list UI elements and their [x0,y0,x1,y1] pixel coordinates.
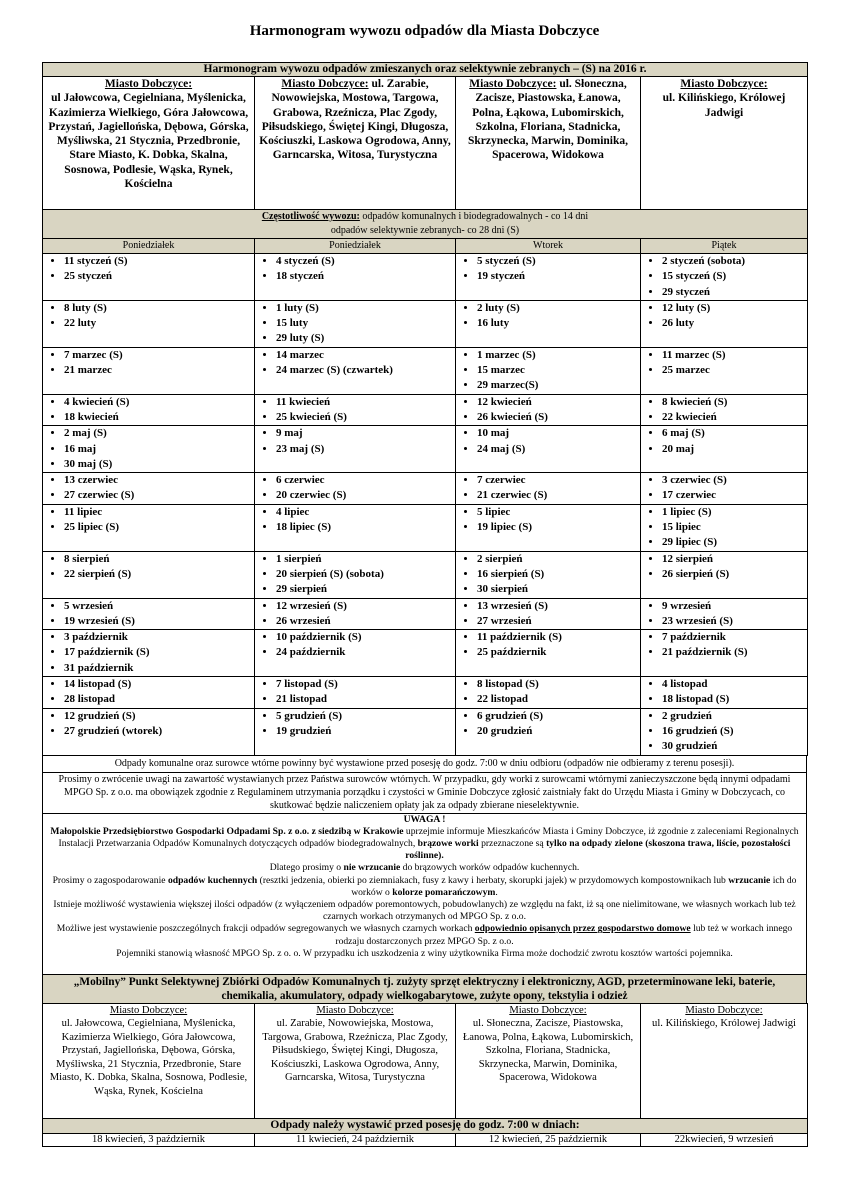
collection-date: • 1 sierpień [276,552,452,567]
uwaga-text: Pojemniki stanowią własność MPGO Sp. z o. o. W przypadku ich uszkodzenia z winy użytkownika Firma może dochodzić zwrotu kosztów wartości pojemnika. [116,947,733,959]
district-2 [255,77,456,210]
collection-date: • 10 październik (S) [276,630,452,645]
collection-date: • 22 listopad [477,692,637,707]
schedule-cell [641,473,808,505]
uwaga-text: Prosimy o zagospodarowanie [52,874,168,886]
district-heading: Miasto Dobczyce: [316,1004,394,1016]
uwaga-text: . [495,886,498,898]
schedule-cell [641,708,808,755]
date-list [459,348,637,394]
collection-date: • 18 kwiecień [64,410,251,425]
collection-date: • 8 kwiecień (S) [662,395,804,410]
collection-date: • 16 sierpień (S) [477,567,637,582]
frequency-line-1: odpadów komunalnych i biodegradowalnych - co 14 dni [359,211,589,222]
schedule-cell [641,426,808,473]
collection-date: • 29 luty (S) [276,331,452,346]
uwaga-emphasis: wrzucanie [728,874,771,886]
date-list [258,348,452,379]
schedule-cell [641,598,808,630]
date-list [459,630,637,661]
schedule-cell [43,598,255,630]
date-list [46,677,251,708]
collection-date: • 17 czerwiec [662,488,804,503]
collection-date: • 16 maj [64,442,251,457]
collection-date: • 4 lipiec [276,505,452,520]
day-header: Piątek [641,239,808,254]
mobile-dates-row [43,1133,808,1146]
collection-date: • 7 marzec (S) [64,348,251,363]
collection-date: • 5 grudzień (S) [276,709,452,724]
schedule-row [43,254,808,301]
date-list [459,599,637,630]
district-heading: Miasto Dobczyce: [509,1004,587,1016]
date-list [46,254,251,285]
schedule-cell [43,347,255,394]
collection-date: • 25 styczeń [64,269,251,284]
day-header: Wtorek [456,239,641,254]
district-heading: Miasto Dobczyce: [680,78,768,90]
schedule-cell [43,677,255,709]
schedule-cell [255,300,456,347]
collection-date: • 22 luty [64,316,251,331]
collection-date: • 19 wrzesień (S) [64,614,251,629]
schedule-cell [255,394,456,426]
schedule-cell [255,551,456,598]
schedule-cell [43,300,255,347]
date-list [644,599,804,630]
mobile-point-name: „Mobilny” Punkt Selektywnej Zbiórki Odpadów Komunalnych [73,975,381,988]
collection-date: • 29 lipiec (S) [662,535,804,550]
collection-date: • 25 październik [477,645,637,660]
collection-date: • 9 wrzesień [662,599,804,614]
collection-date: • 22 sierpień (S) [64,567,251,582]
frequency-row [43,210,808,239]
section-header-row [43,63,808,77]
schedule-cell [456,347,641,394]
collection-date: • 15 styczeń (S) [662,269,804,284]
collection-date: • 23 wrzesień (S) [662,614,804,629]
collection-date: • 24 marzec (S) (czwartek) [276,363,452,378]
collection-date: • 14 marzec [276,348,452,363]
collection-date: • 5 styczeń (S) [477,254,637,269]
collection-date: • 13 wrzesień (S) [477,599,637,614]
collection-date: • 26 luty [662,316,804,331]
collection-date: • 19 lipiec (S) [477,520,637,535]
schedule-cell [641,254,808,301]
uwaga-text: uprzejmie informuje Mieszkańców Miasta i Gminy Dobczyce, iż zgodnie z zaleceniami Regionalnych Instalacji Przetwarzania Odpadów Komunalnych dotyczących odpadów biodegradowalnych, [58,825,799,849]
mobile-dates: 22kwiecień, 9 wrzesień [641,1133,808,1146]
uwaga-company: Małopolskie Przedsiębiorstwo Gospodarki Odpadami Sp. z o.o. z siedzibą w Krakowie [50,825,404,837]
schedule-cell [255,426,456,473]
schedule-cell [641,504,808,551]
collection-date: • 27 wrzesień [477,614,637,629]
collection-date: • 7 październik [662,630,804,645]
collection-date: • 10 maj [477,426,637,441]
schedule-cell [43,504,255,551]
date-list [258,426,452,457]
date-list [644,552,804,583]
collection-date: • 12 grudzień (S) [64,709,251,724]
schedule-cell [641,630,808,677]
date-list [644,426,804,457]
mobile-district-2 [255,1003,456,1118]
schedule-cell [43,551,255,598]
schedule-cell [456,394,641,426]
collection-date: • 20 sierpień (S) (sobota) [276,567,452,582]
date-list [459,473,637,504]
deadline-row [43,1118,808,1133]
mobile-dates: 11 kwiecień, 24 październik [255,1133,456,1146]
collection-date: • 2 maj (S) [64,426,251,441]
schedule-row [43,426,808,473]
uwaga-text: lub też w workach innego rodzaju dostarczonych przez MPGO Sp. z o.o. [335,923,793,947]
date-list [644,254,804,300]
collection-date: • 6 grudzień (S) [477,709,637,724]
schedule-cell [255,630,456,677]
collection-date: • 2 grudzień [662,709,804,724]
uwaga-emphasis: brązowe worki [417,837,479,849]
uwaga-title: UWAGA ! [403,813,446,825]
schedule-cell [641,394,808,426]
date-list [46,505,251,536]
mobile-dates: 12 kwiecień, 25 październik [456,1133,641,1146]
date-list [459,426,637,457]
collection-date: • 27 czerwiec (S) [64,488,251,503]
schedule-cell [641,677,808,709]
collection-date: • 28 listopad [64,692,251,707]
schedule-row [43,598,808,630]
schedule-row [43,347,808,394]
note-pickup-time: Odpady komunalne oraz surowce wtórne powinny być wystawione przed posesję do godz. 7:00 w dniu odbioru (odpadów nie odbieramy z terenu posesji). [43,755,807,772]
collection-date: • 3 październik [64,630,251,645]
document-title: Harmonogram wywozu odpadów dla Miasta Dobczyce [249,23,600,39]
collection-date: • 12 luty (S) [662,301,804,316]
uwaga-text: do brązowych worków odpadów kuchennych. [400,862,580,874]
uwaga-text: (resztki jedzenia, obierki po ziemniakach, fusy z kawy i herbaty, skorupki jajek) w przydomowych kompostownikach lub [257,874,729,886]
section-title: Harmonogram wywozu odpadów zmieszanych oraz selektywnie zebranych – (S) na 2016 r. [43,63,808,77]
district-streets: ul. Kilińskiego, Królowej Jadwigi [662,92,786,119]
schedule-cell [456,426,641,473]
date-list [258,395,452,426]
district-heading: Miasto Dobczyce: [109,1004,188,1016]
date-list [46,709,251,740]
uwaga-text: Istnieje możliwość wystawienia większej ilości odpadów (z wyłączeniem odpadów poremontowych, pobudowlanych) ze względu na fakt, iż są one nielimitowane, we własnych workach lub też czarnych workach otrzymanych od MPGO Sp. z o.o. [53,898,796,923]
collection-date: • 11 lipiec [64,505,251,520]
mobile-district-row [43,1003,808,1118]
frequency-label: Częstotliwość wywozu: [261,211,360,222]
date-list [258,630,452,661]
collection-date: • 17 październik (S) [64,645,251,660]
district-1 [43,77,255,210]
schedule-cell [456,300,641,347]
schedule-cell [43,426,255,473]
uwaga-text: przeznaczone są [478,837,547,849]
schedule-cell [43,394,255,426]
schedule-cell [456,708,641,755]
collection-date: • 21 marzec [64,363,251,378]
schedule-cell [456,504,641,551]
schedule-row [43,551,808,598]
schedule-row [43,300,808,347]
date-list [46,426,251,472]
date-list [258,505,452,536]
collection-date: • 7 czerwiec [477,473,637,488]
uwaga-text: Dlatego prosimy o [269,862,344,874]
schedule-cell [43,254,255,301]
date-list [459,301,637,332]
uwaga-text: Możliwe jest wystawienie poszczególnych frakcji odpadów segregowanych we własnych czarnych workach [56,923,475,935]
collection-date: • 12 wrzesień (S) [276,599,452,614]
district-heading: Miasto Dobczyce: [281,78,369,90]
mobile-district-3 [456,1003,641,1118]
collection-date: • 31 październik [64,661,251,676]
collection-date: • 1 luty (S) [276,301,452,316]
date-list [46,599,251,630]
collection-date: • 3 czerwiec (S) [662,473,804,488]
collection-date: • 11 kwiecień [276,395,452,410]
collection-date: • 27 grudzień (wtorek) [64,724,251,739]
schedule-cell [456,551,641,598]
district-streets: ul. Zarabie, Nowowiejska, Mostowa, Targowa, Grabowa, Rzeźnicza, Plac Zgody, Piłsudskiego, Świętej Kingi, Długosza, Kościuszki, Laskowa Ogrodowa, Anny, Garncarska, Witosa, Turystyczna [259,78,451,162]
day-header-row [43,239,808,254]
collection-date: • 24 maj (S) [477,442,637,457]
notes-table [42,755,807,1004]
collection-date: • 13 czerwiec [64,473,251,488]
collection-date: • 30 grudzień [662,739,804,754]
collection-date: • 14 listopad (S) [64,677,251,692]
schedule-cell [255,677,456,709]
mobile-dates: 18 kwiecień, 3 październik [43,1133,255,1146]
schedule-cell [43,708,255,755]
collection-date: • 12 kwiecień [477,395,637,410]
schedule-cell [255,708,456,755]
collection-date: • 29 marzec(S) [477,378,637,393]
date-list [46,473,251,504]
collection-date: • 29 sierpień [276,582,452,597]
date-list [46,301,251,332]
collection-date: • 25 marzec [662,363,804,378]
collection-date: • 9 maj [276,426,452,441]
schedule-cell [456,630,641,677]
district-streets: ul. Słoneczna, Zacisze, Piastowska, Łanowa, Polna, Łąkowa, Lubomirskich, Szkolna, Floriana, Stadnicka, Skrzynecka, Marwin, Dominika, Spacerowa, Widokowa [467,78,629,162]
collection-date: • 23 maj (S) [276,442,452,457]
district-streets: ul. Kilińskiego, Królowej Jadwigi [652,1018,796,1030]
date-list [644,301,804,332]
schedule-row [43,504,808,551]
collection-date: • 20 grudzień [477,724,637,739]
collection-date: • 5 wrzesień [64,599,251,614]
collection-date: • 25 kwiecień (S) [276,410,452,425]
collection-date: • 18 styczeń [276,269,452,284]
collection-date: • 11 styczeń (S) [64,254,251,269]
collection-date: • 15 lipiec [662,520,804,535]
district-streets: ul. Jałowcowa, Cegielniana, Myślenicka, Kazimierza Wielkiego, Góra Jałowcowa, Przystań, Jagiellońska, Dębowa, Górska, Myśliwska, 21 Stycznia, Przedbronie, Stare Miasto, K. Dobka, Skalna, Sosnowa, Podlesie, Wąska, Rynek, Kościelna [49,1018,248,1098]
date-list [644,630,804,661]
date-list [258,473,452,504]
collection-date: • 26 sierpień (S) [662,567,804,582]
date-list [459,254,637,285]
frequency-line-2: odpadów selektywnie zebranych- co 28 dni (S) [330,225,520,236]
date-list [258,552,452,598]
collection-date: • 1 lipiec (S) [662,505,804,520]
collection-date: • 12 sierpień [662,552,804,567]
collection-date: • 6 czerwiec [276,473,452,488]
schedule-row [43,630,808,677]
date-list [459,505,637,536]
district-heading: Miasto Dobczyce: [685,1004,763,1016]
schedule-cell [456,598,641,630]
collection-date: • 4 styczeń (S) [276,254,452,269]
uwaga-text: ich do worków o [351,874,797,898]
date-list [459,552,637,598]
date-list [644,348,804,379]
date-list [46,395,251,426]
schedule-cell [43,630,255,677]
collection-date: • 5 lipiec [477,505,637,520]
district-streets: ul. Słoneczna, Zacisze, Piastowska, Łanowa, Polna, Łąkowa, Lubomirskich, Szkolna, Floriana, Stadnicka, Skrzynecka, Marwin, Dominika, Spacerowa, Widokowa [462,1018,634,1084]
date-list [644,709,804,755]
district-heading: Miasto Dobczyce: [469,78,557,90]
date-list [644,473,804,504]
date-list [258,599,452,630]
uwaga-emphasis: odpowiednio opisanych przez gospodarstwo domowe [474,923,691,935]
collection-date: • 8 sierpień [64,552,251,567]
uwaga-emphasis: nie wrzucanie [343,862,401,874]
schedule-cell [641,551,808,598]
schedule-row [43,394,808,426]
day-header: Poniedziałek [43,239,255,254]
collection-date: • 18 lipiec (S) [276,520,452,535]
collection-date: • 30 maj (S) [64,457,251,472]
collection-date: • 4 listopad [662,677,804,692]
collection-date: • 16 luty [477,316,637,331]
collection-date: • 19 styczeń [477,269,637,284]
collection-date: • 24 październik [276,645,452,660]
date-list [258,254,452,285]
schedule-cell [641,347,808,394]
mobile-point-title [43,974,807,1003]
date-list [644,677,804,708]
collection-date: • 8 luty (S) [64,301,251,316]
collection-date: • 2 luty (S) [477,301,637,316]
date-list [46,552,251,583]
uwaga-emphasis: tylko na odpady zielone (skoszona trawa, liście, pozostałości roślinne). [405,837,791,862]
schedule-cell [255,598,456,630]
collection-date: • 21 październik (S) [662,645,804,660]
uwaga-emphasis: kolorze pomarańczowym [392,886,496,898]
collection-date: • 4 kwiecień (S) [64,395,251,410]
uwaga-emphasis: odpadów kuchennych [167,874,258,886]
date-list [258,301,452,347]
schedule-row [43,473,808,505]
collection-date: • 1 marzec (S) [477,348,637,363]
note-bag-contents: Prosimy o zwrócenie uwagi na zawartość wystawianych przez Państwa surowców wtórnych. W przypadku, gdy worki z surowcami wtórnymi zanieczyszczone będą innymi odpadami MPGO Sp. z o.o. ma obowiązek zgodnie z Regulaminem utrzymania porządku i czystości w Gminie Dobczyce zgłosić zaistniały fakt do Urzędu Miasta i Gminy w Dobczycach, co skutkować będzie naliczeniem opłaty jak za odpady zbierane nieselektywnie. [43,772,807,813]
mobile-point-table [42,1003,808,1147]
date-list [459,677,637,708]
schedule-cell [255,254,456,301]
schedule-cell [255,347,456,394]
frequency-cell [43,210,808,239]
collection-date: • 15 luty [276,316,452,331]
collection-date: • 11 październik (S) [477,630,637,645]
collection-date: • 26 kwiecień (S) [477,410,637,425]
date-list [46,348,251,379]
collection-date: • 8 listopad (S) [477,677,637,692]
collection-date: • 20 czerwiec (S) [276,488,452,503]
collection-date: • 2 styczeń (sobota) [662,254,804,269]
mobile-district-1 [43,1003,255,1118]
district-streets: ul. Zarabie, Nowowiejska, Mostowa, Targowa, Grabowa, Rzeźnicza, Plac Zgody, Piłsudskiego, Świętej Kingi, Długosza, Kościuszki, Laskowa Ogrodowa, Anny, Garncarska, Witosa, Turystyczna [262,1018,448,1084]
collection-date: • 18 listopad (S) [662,692,804,707]
date-list [644,395,804,426]
schedule-row [43,677,808,709]
collection-date: • 15 marzec [477,363,637,378]
collection-date: • 25 lipiec (S) [64,520,251,535]
collection-date: • 16 grudzień (S) [662,724,804,739]
date-list [644,505,804,551]
date-list [46,630,251,676]
collection-date: • 21 czerwiec (S) [477,488,637,503]
schedule-table [42,62,808,756]
district-row [43,77,808,210]
collection-date: • 21 listopad [276,692,452,707]
uwaga-notice [43,813,807,974]
collection-date: • 19 grudzień [276,724,452,739]
schedule-cell [456,677,641,709]
date-list [459,709,637,740]
date-list [459,395,637,426]
date-list [258,709,452,740]
collection-date: • 30 sierpień [477,582,637,597]
district-3 [456,77,641,210]
schedule-cell [255,504,456,551]
collection-date: • 29 styczeń [662,285,804,300]
schedule-cell [43,473,255,505]
collection-date: • 2 sierpień [477,552,637,567]
schedule-cell [456,473,641,505]
district-streets: ul Jałowcowa, Cegielniana, Myślenicka, Kazimierza Wielkiego, Góra Jałowcowa, Przystań, Jagiellońska, Dębowa, Górska, Myśliwska, 21 Stycznia, Przedbronie, Stare Miasto, K. Dobka, Skalna, Sosnowa, Podlesie, Wąska, Rynek, Kościelna [48,92,249,191]
schedule-cell [456,254,641,301]
day-header: Poniedziałek [255,239,456,254]
district-4 [641,77,808,210]
collection-date: • 22 kwiecień [662,410,804,425]
collection-date: • 26 wrzesień [276,614,452,629]
mobile-point-items: tj. zużyty sprzęt elektryczny i elektroniczny, AGD, przeterminowane leki, baterie, chemikalia, akumulatory, odpady wielkogabarytowe, zużyte opony, tekstylia i odzież [221,975,776,1002]
date-list [258,677,452,708]
schedule-row [43,708,808,755]
collection-date: • 7 listopad (S) [276,677,452,692]
document-page [42,20,807,1147]
collection-date: • 20 maj [662,442,804,457]
mobile-district-4 [641,1003,808,1118]
mobile-deadline: Odpady należy wystawić przed posesję do godz. 7:00 w dniach: [43,1118,808,1133]
schedule-cell [641,300,808,347]
collection-date: • 6 maj (S) [662,426,804,441]
schedule-cell [255,473,456,505]
district-heading: Miasto Dobczyce: [104,78,193,90]
collection-date: • 11 marzec (S) [662,348,804,363]
